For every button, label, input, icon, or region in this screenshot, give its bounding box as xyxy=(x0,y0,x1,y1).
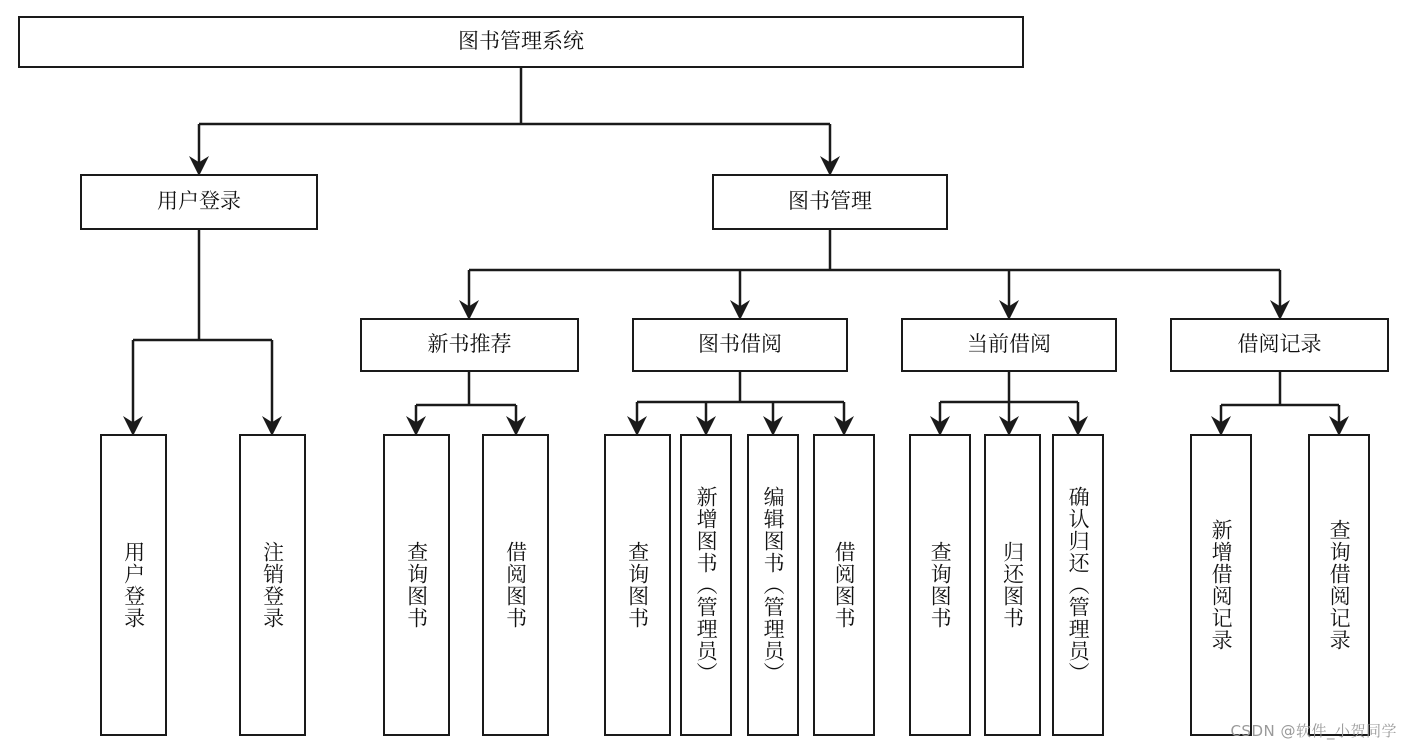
leaf-borrow-book[interactable] xyxy=(813,434,875,736)
node-current-borrow[interactable] xyxy=(901,318,1117,372)
leaf-add-book-admin-label: 新增图书（管理员） xyxy=(694,486,719,684)
node-root[interactable] xyxy=(18,16,1024,68)
leaf-query-book-borrow[interactable] xyxy=(604,434,671,736)
node-user-login-label: 用户登录 xyxy=(157,189,241,214)
leaf-query-book-recommend-label: 查询图书 xyxy=(404,541,429,629)
node-book-management[interactable] xyxy=(712,174,948,230)
leaf-logout-label: 注销登录 xyxy=(260,541,285,629)
node-current-borrow-label: 当前借阅 xyxy=(967,332,1051,357)
leaf-confirm-return-admin[interactable] xyxy=(1052,434,1104,736)
leaf-query-book-borrow-label: 查询图书 xyxy=(625,541,650,629)
node-borrow-records[interactable] xyxy=(1170,318,1389,372)
watermark: CSDN @软件_小贺同学 xyxy=(1230,722,1397,740)
leaf-query-book-current-label: 查询图书 xyxy=(928,541,953,629)
leaf-confirm-return-admin-label: 确认归还（管理员） xyxy=(1066,486,1091,684)
leaf-edit-book-admin-label: 编辑图书（管理员） xyxy=(761,486,786,684)
leaf-query-borrow-record-label: 查询借阅记录 xyxy=(1327,519,1352,651)
leaf-logout[interactable] xyxy=(239,434,306,736)
node-book-borrow-label: 图书借阅 xyxy=(698,332,782,357)
node-book-management-label: 图书管理 xyxy=(788,189,872,214)
node-new-book-recommend-label: 新书推荐 xyxy=(427,332,512,357)
leaf-return-book[interactable] xyxy=(984,434,1041,736)
node-user-login[interactable] xyxy=(80,174,318,230)
leaf-query-book-current[interactable] xyxy=(909,434,971,736)
leaf-return-book-label: 归还图书 xyxy=(1000,541,1025,629)
leaf-borrow-book-label: 借阅图书 xyxy=(832,541,857,629)
leaf-add-borrow-record-label: 新增借阅记录 xyxy=(1209,519,1234,651)
leaf-borrow-book-recommend[interactable] xyxy=(482,434,549,736)
leaf-query-book-recommend[interactable] xyxy=(383,434,450,736)
node-borrow-records-label: 借阅记录 xyxy=(1237,332,1322,357)
node-book-borrow[interactable] xyxy=(632,318,848,372)
node-root-label: 图书管理系统 xyxy=(458,29,584,54)
leaf-add-book-admin[interactable] xyxy=(680,434,732,736)
leaf-borrow-book-recommend-label: 借阅图书 xyxy=(503,541,528,629)
leaf-edit-book-admin[interactable] xyxy=(747,434,799,736)
leaf-user-login[interactable] xyxy=(100,434,167,736)
node-new-book-recommend[interactable] xyxy=(360,318,579,372)
leaf-user-login-label: 用户登录 xyxy=(121,541,146,629)
leaf-add-borrow-record[interactable] xyxy=(1190,434,1252,736)
leaf-query-borrow-record[interactable] xyxy=(1308,434,1370,736)
